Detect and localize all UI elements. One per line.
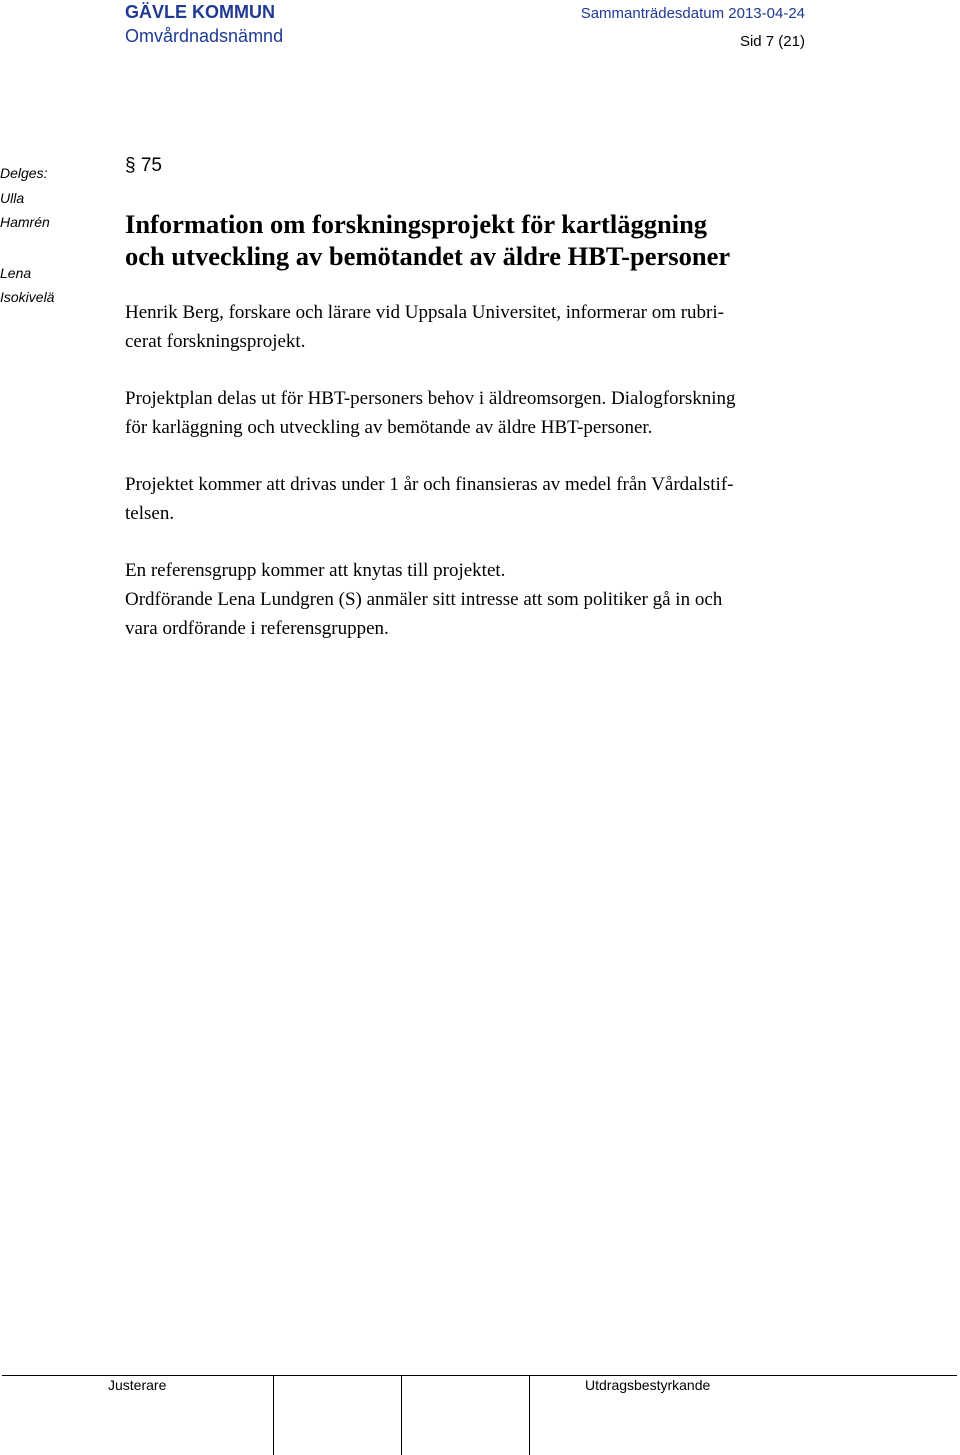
text-line: för karläggning och utveckling av bemötande av äldre HBT-personer. bbox=[125, 416, 653, 438]
paragraph-reference-group bbox=[125, 557, 815, 643]
paragraph-presenter bbox=[125, 299, 815, 357]
recipient-first-name: Ulla bbox=[0, 189, 25, 206]
text-line: Henrik Berg, forskare och lärare vid Uppsala Universitet, informerar om rubri- bbox=[125, 302, 724, 323]
recipients-list bbox=[0, 161, 90, 310]
text-line: vara ordförande i referensgruppen. bbox=[125, 617, 389, 639]
page-number: Sid 7 (21) bbox=[739, 33, 805, 50]
text-line: En referensgrupp kommer att knytas till projektet. bbox=[125, 560, 506, 581]
text-line: Ordförande Lena Lundgren (S) anmäler sitt intresse att som politiker gå in och bbox=[125, 588, 723, 610]
footer-rule bbox=[2, 1375, 957, 1376]
organization-name: GÄVLE KOMMUN bbox=[125, 2, 275, 22]
adjusters-label: Justerare bbox=[108, 1377, 167, 1393]
signature-box-divider bbox=[529, 1375, 530, 1455]
text-line: Projektplan delas ut för HBT-personers behov i äldreomsorgen. Dialogforskning bbox=[125, 388, 736, 409]
section-marker: § 75 bbox=[125, 155, 162, 176]
text-line: Projektet kommer att drivas under 1 år och finansieras av medel från Vårdalstif- bbox=[125, 474, 734, 495]
recipients-label: Delges: bbox=[0, 165, 48, 181]
text-line: telsen. bbox=[125, 502, 175, 524]
section-title bbox=[125, 208, 845, 272]
paragraph-project-plan bbox=[125, 385, 815, 443]
paragraph-funding bbox=[125, 471, 815, 529]
recipient-last-name: Hamrén bbox=[0, 214, 50, 230]
recipient-first-name: Lena bbox=[0, 264, 32, 281]
meeting-date: Sammanträdesdatum 2013-04-24 bbox=[580, 5, 805, 22]
signature-box-divider bbox=[273, 1375, 274, 1455]
recipient-last-name: Isokivelä bbox=[0, 289, 55, 305]
department-name: Omvårdnadsnämnd bbox=[125, 26, 284, 46]
certification-label: Utdragsbestyrkande bbox=[585, 1377, 711, 1393]
text-line: cerat forskningsprojekt. bbox=[125, 330, 306, 352]
section-title-line: Information om forskningsprojekt för kartläggning bbox=[125, 209, 708, 239]
signature-box-divider bbox=[401, 1375, 402, 1455]
section-title-line: och utveckling av bemötandet av äldre HBT-personer bbox=[125, 241, 731, 271]
